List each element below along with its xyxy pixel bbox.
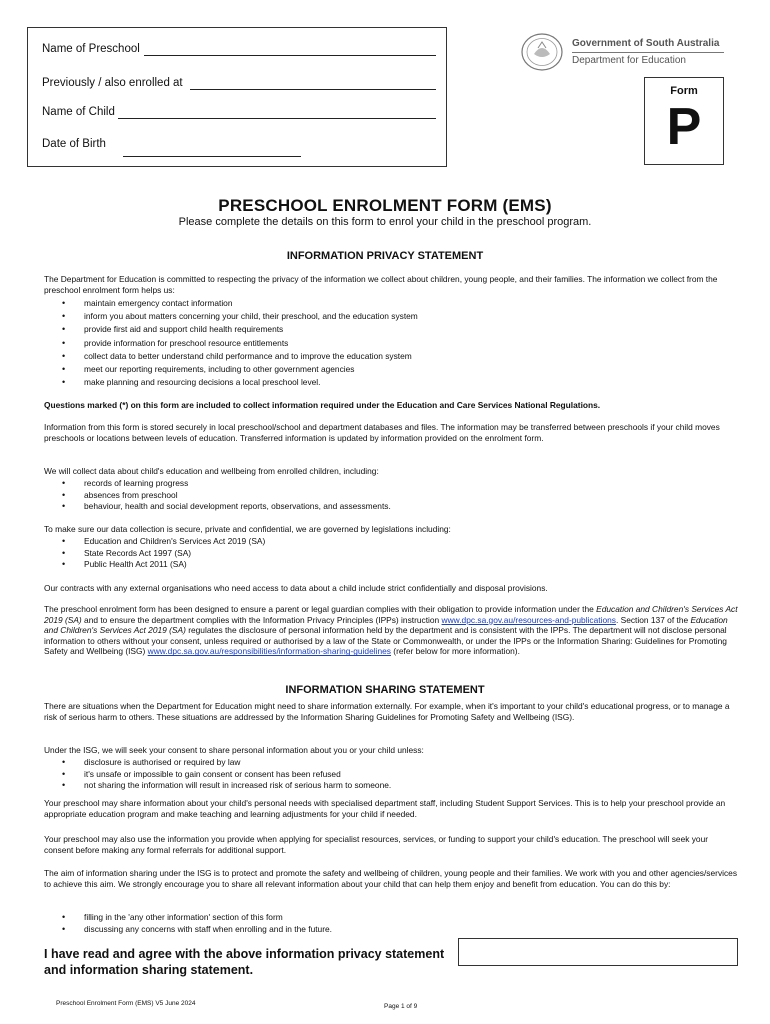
previously-enrolled-label: Previously / also enrolled at bbox=[42, 77, 183, 89]
list-item: • not sharing the information will result in increased risk of serious harm to someone. bbox=[60, 780, 720, 792]
preschool-name-label: Name of Preschool bbox=[42, 43, 140, 55]
logo-divider bbox=[572, 52, 724, 53]
agreement-signature-box[interactable] bbox=[458, 938, 738, 966]
collect-list bbox=[60, 478, 720, 513]
collect-intro: We will collect data about child's education and wellbeing from enrolled children, including: bbox=[44, 466, 379, 476]
date-of-birth-label: Date of Birth bbox=[42, 138, 106, 150]
page-title: PRESCHOOL ENROLMENT FORM (EMS) bbox=[218, 196, 552, 215]
agreement-statement: I have read and agree with the above information privacy statement and information sharing statement. bbox=[44, 947, 445, 977]
list-item: • filling in the 'any other information' section of this form bbox=[60, 911, 720, 923]
privacy-heading: INFORMATION PRIVACY STATEMENT bbox=[286, 250, 484, 262]
act-reference-1: Education and Children's Services Act 2019 (SA) bbox=[44, 604, 738, 625]
child-name-field[interactable] bbox=[118, 118, 436, 119]
obligation-text-5: (refer below for more information). bbox=[390, 646, 520, 657]
obligation-text-2: and to ensure the department complies with the Information Privacy Principles (IPPs) instruction bbox=[81, 614, 440, 625]
consent-intro: Under the ISG, we will seek your consent to share personal information about you or your child unless: bbox=[44, 745, 424, 755]
footer-form-reference: Preschool Enrolment Form (EMS) V5 June 2024 bbox=[56, 1000, 196, 1007]
privacy-intro: The Department for Education is committed to respecting the privacy of the information we collect about children, young people, and their families. The information we collect from the preschool enrolment form helps us: bbox=[44, 274, 718, 295]
obligation-text-1: The preschool enrolment form has been designed to ensure a parent or legal guardian complies with their obligation to provide information under the bbox=[44, 604, 594, 614]
date-of-birth-row bbox=[42, 138, 106, 150]
date-of-birth-field[interactable] bbox=[123, 156, 301, 157]
aim-paragraph: The aim of information sharing under the ISG is to protect and promote the safety and wellbeing of children, young people and their families. We work with you and other agencies/services to achieve this aim. We strongly encourage you to share all relevant information about your child that can help them enjoy and benefit from education. You can do this by: bbox=[44, 868, 738, 889]
consent-list bbox=[60, 757, 720, 792]
specialised-staff-paragraph: Your preschool may share information about your child's personal needs with specialised department staff, including Student Support Services. This is to help your preschool provide an appropriate education program and make teaching and learning adjustments for your child if needed. bbox=[44, 798, 726, 819]
list-item: • State Records Act 1997 (SA) bbox=[60, 548, 720, 560]
crest-icon bbox=[520, 32, 564, 72]
footer-page-number: Page 1 of 9 bbox=[384, 1003, 418, 1010]
previously-enrolled-field[interactable] bbox=[190, 89, 436, 90]
legislation-intro: To make sure our data collection is secure, private and confidential, we are governed by legislations including: bbox=[44, 524, 451, 534]
preschool-name-row bbox=[42, 43, 140, 55]
questions-note: Questions marked (*) on this form are included to collect information required under the Education and Care Services National Regulations. bbox=[44, 400, 601, 410]
form-type-box bbox=[644, 77, 724, 165]
child-details-box bbox=[27, 27, 447, 167]
form-type-label: Form bbox=[670, 85, 698, 97]
legislation-list bbox=[60, 536, 720, 571]
list-item: • Public Health Act 2011 (SA) bbox=[60, 559, 720, 571]
form-type-letter: P bbox=[666, 98, 702, 156]
privacy-uses-list bbox=[60, 297, 720, 389]
storage-paragraph: Information from this form is stored securely in local preschool/school and department databases and files. The information may be transferred between preschools if your child moves preschools or locations between levels of education. Transferred information is updated by information provided on the enrolment form. bbox=[44, 422, 720, 443]
list-item: • behaviour, health and social development reports, observations, and assessments. bbox=[60, 501, 720, 513]
logo-department-text: Department for Education bbox=[572, 55, 686, 66]
list-item: • provide first aid and support child health requirements bbox=[60, 323, 720, 336]
list-item: • collect data to better understand child performance and to improve the education system bbox=[60, 350, 720, 363]
obligation-text-4: regulates the disclosure of personal information held by the department and is consistent with the IPPs. The department will not disclose personal information to others without your consent, unless required or authorised by a law of the State or Commonwealth, or under the IPPs or the Information Sharing: Guidelines for Promoting Safety and Wellbeing (ISG) bbox=[44, 625, 727, 657]
list-item: • discussing any concerns with staff when enrolling and in the future. bbox=[60, 923, 720, 935]
preschool-name-field[interactable] bbox=[144, 55, 436, 56]
list-item: • maintain emergency contact information bbox=[60, 297, 720, 310]
act-reference-2: Education and Children's Services Act 2019 (SA) bbox=[44, 614, 728, 636]
list-item: • meet our reporting requirements, including to other government agencies bbox=[60, 363, 720, 376]
list-item: • Education and Children's Services Act 2019 (SA) bbox=[60, 536, 720, 548]
list-item: • it's unsafe or impossible to gain consent or consent has been refused bbox=[60, 769, 720, 781]
government-logo bbox=[520, 32, 730, 76]
contracts-paragraph: Our contracts with any external organisations who need access to data about a child include strict confidentially and disposal provisions. bbox=[44, 583, 548, 593]
list-item: • make planning and resourcing decisions a local preschool level. bbox=[60, 376, 720, 389]
sharing-intro: There are situations when the Department for Education might need to share information externally. For example, when it's important to your child's educational progress, or to manage a risk of serious harm to others. These situations are addressed by the Information Sharing Guidelines for Promoting Safety and Wellbeing (ISG). bbox=[44, 701, 730, 722]
child-name-label: Name of Child bbox=[42, 106, 115, 118]
obligation-paragraph bbox=[44, 604, 738, 657]
isg-guidelines-link[interactable]: www.dpc.sa.gov.au/responsibilities/information-sharing-guidelines bbox=[147, 646, 391, 657]
obligation-text-3: . Section 137 of the bbox=[615, 614, 691, 625]
dpc-publications-link[interactable]: www.dpc.sa.gov.au/resources-and-publications bbox=[441, 614, 616, 625]
list-item: • provide information for preschool resource entitlements bbox=[60, 337, 720, 350]
aim-list bbox=[60, 911, 720, 935]
list-item: • records of learning progress bbox=[60, 478, 720, 490]
sharing-heading: INFORMATION SHARING STATEMENT bbox=[285, 684, 485, 696]
resources-paragraph: Your preschool may also use the information you provide when applying for specialist resources, services, or funding to support your child's education. The preschool will seek your consent before making any formal referrals for additional support. bbox=[44, 834, 709, 855]
list-item: • absences from preschool bbox=[60, 490, 720, 502]
previously-enrolled-row bbox=[42, 77, 183, 89]
logo-government-text: Government of South Australia bbox=[572, 38, 720, 49]
list-item: • disclosure is authorised or required by law bbox=[60, 757, 720, 769]
child-name-row bbox=[42, 106, 115, 118]
page-subtitle: Please complete the details on this form to enrol your child in the preschool program. bbox=[178, 216, 592, 228]
list-item: • inform you about matters concerning your child, their preschool, and the education system bbox=[60, 310, 720, 323]
